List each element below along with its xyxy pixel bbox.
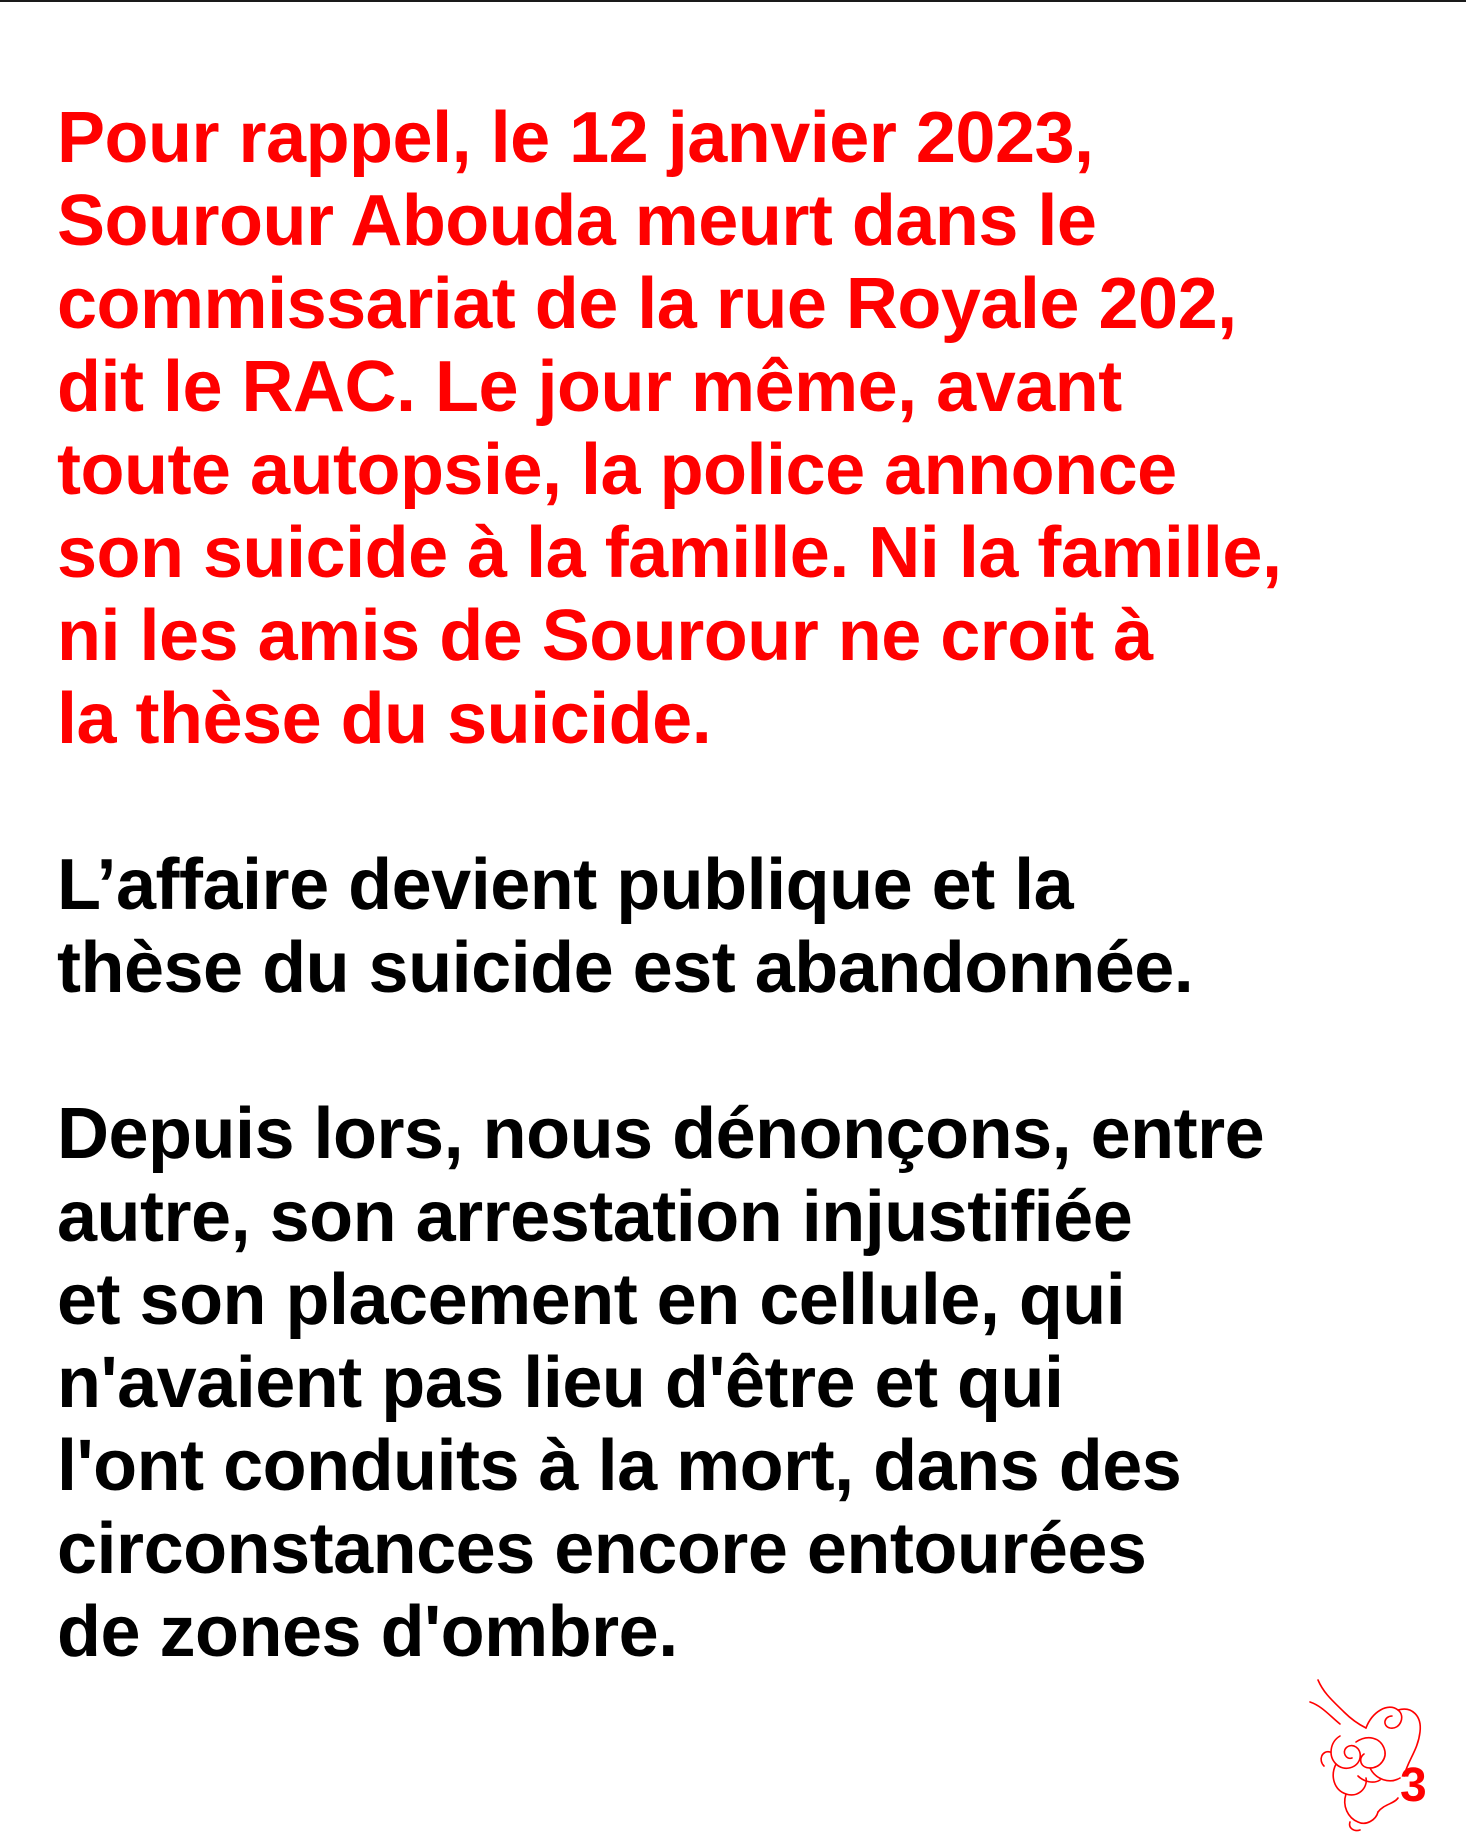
top-divider: [0, 0, 1466, 2]
page-number: 3: [1400, 1759, 1427, 1812]
spacer: [57, 761, 1437, 844]
slide-text: [57, 97, 1437, 1674]
intro-paragraph: Pour rappel, le 12 janvier 2023, Sourour Abouda meurt dans le commissariat de la rue Royale 202, dit le RAC. Le jour même, avant toute autopsie, la police annonce son suicide à la famille. Ni la famille, ni les amis de Sourour ne croit à la thèse du suicide.: [57, 98, 1282, 759]
affair-paragraph: L’affaire devient publique et la thèse du suicide est abandonnée.: [57, 845, 1194, 1008]
spacer: [57, 1010, 1437, 1093]
denounce-paragraph: Depuis lors, nous dénonçons, entre autre, son arrestation injustifiée et son placement en cellule, qui n'avaient pas lieu d'être et qui l'ont conduits à la mort, dans des circonstances encore entourées de zones d'ombre.: [57, 1094, 1265, 1672]
